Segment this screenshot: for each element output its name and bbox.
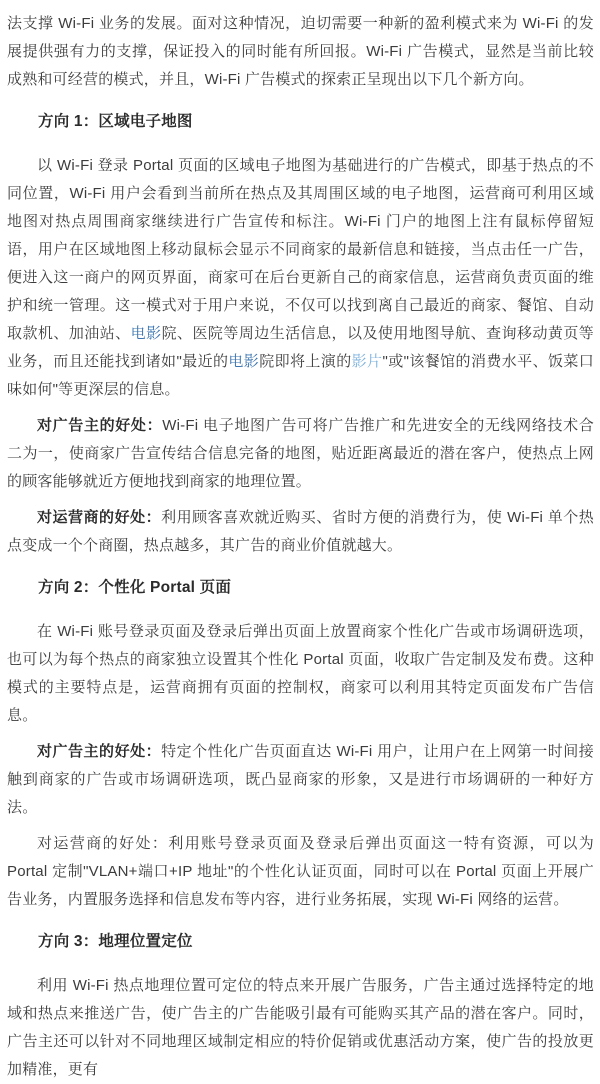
inline-link[interactable]: 电影 xyxy=(130,325,162,342)
text-run: 院、医院等周边生活信息，以及使用地图导航、查询移动黄页等业务，而且还能找到诸如"最近的 xyxy=(7,325,595,370)
text-run: Wi-Fi 电子地图广告可将广告推广和先进安全的无线网络技术合二为一，使商家广告宣传结合信息完备的地图，贴近距离最近的潜在客户，使热点上网的顾客能够就近方便地找到商家的地理位置。 xyxy=(7,417,594,490)
paragraph xyxy=(7,972,594,1084)
section-heading xyxy=(7,928,594,956)
bold-run-in-label: 对运营商的好处： xyxy=(37,509,162,526)
paragraph xyxy=(7,152,594,404)
text-run: 利用 Wi-Fi 热点地理位置可定位的特点来开展广告服务，广告主通过选择特定的地域和热点来推送广告，使广告主的广告能吸引最有可能购买其产品的潜在客户。同时，广告主还可以针对不同地理区域制定相应的特价促销或优惠活动方案，使广告的投放更加精准，更有 xyxy=(7,977,594,1078)
paragraph xyxy=(7,738,594,822)
section-heading xyxy=(7,574,594,602)
text-run: 法支撑 Wi-Fi 业务的发展。面对这种情况，迫切需要一种新的盈利模式来为 Wi-Fi 的发展提供强有力的支撑，保证投入的同时能有所回报。Wi-Fi 广告模式，显然是当前比较成熟和可经营的模式，并且，Wi-Fi 广告模式的探索正呈现出以下几个新方向。 xyxy=(7,15,594,88)
text-run: 以 Wi-Fi 登录 Portal 页面的区域电子地图为基础进行的广告模式，即基于热点的不同位置，Wi-Fi 用户会看到当前所在热点及其周围区域的电子地图，运营商可利用区域地图对热点周围商家继续进行广告宣传和标注。Wi-Fi 门户的地图上注有鼠标停留短语，用户在区域地图上移动鼠标会显示不同商家的最新信息和链接，当点击任一广告，便进入这一商户的网页界面，商家可在后台更新自己的商家信息，运营商负责页面的维护和统一管理。这一模式对于用户来说，不仅可以找到离自己最近的商家、餐馆、自动取款机、加油站、 xyxy=(7,157,594,342)
inline-link[interactable]: 电影 xyxy=(228,353,260,370)
text-run: 对运营商的好处：利用账号登录页面及登录后弹出页面这一特有资源，可以为 Portal 定制"VLAN+端口+IP 地址"的个性化认证页面，同时可以在 Portal 页面上开展广告业务，内置服务选择和信息发布等内容，进行业务拓展，实现 Wi-Fi 网络的运营。 xyxy=(7,835,594,908)
text-run: 方向 1：区域电子地图 xyxy=(38,113,193,130)
paragraph xyxy=(7,830,594,914)
paragraph xyxy=(7,10,594,94)
text-run: 在 Wi-Fi 账号登录页面及登录后弹出页面上放置商家个性化广告或市场调研选项，也可以为每个热点的商家独立设置其个性化 Portal 页面，收取广告定制及发布费。这种模式的主要特点是，运营商拥有页面的控制权，商家可以利用其特定页面发布广告信息。 xyxy=(7,623,594,724)
section-heading xyxy=(7,108,594,136)
text-run: 方向 3：地理位置定位 xyxy=(38,933,193,950)
text-run: 特定个性化广告页面直达 Wi-Fi 用户，让用户在上网第一时间接触到商家的广告或市场调研选项，既凸显商家的形象，又是进行市场调研的一种好方法。 xyxy=(7,743,595,816)
paragraph xyxy=(7,504,594,560)
paragraph xyxy=(7,618,594,730)
text-run: "或"该餐馆的消费水平、饭菜口味如何"等更深层的信息。 xyxy=(7,353,594,398)
paragraph xyxy=(7,412,594,496)
bold-run-in-label: 对广告主的好处： xyxy=(37,417,163,434)
text-run: 方向 2：个性化 Portal 页面 xyxy=(38,579,232,596)
text-run: 院即将上演的 xyxy=(259,353,352,370)
inline-link[interactable]: 影片 xyxy=(351,353,383,370)
text-run: 利用顾客喜欢就近购买、省时方便的消费行为，使 Wi-Fi 单个热点变成一个个商圈，热点越多，其广告的商业价值就越大。 xyxy=(7,509,595,554)
bold-run-in-label: 对广告主的好处： xyxy=(37,743,162,760)
